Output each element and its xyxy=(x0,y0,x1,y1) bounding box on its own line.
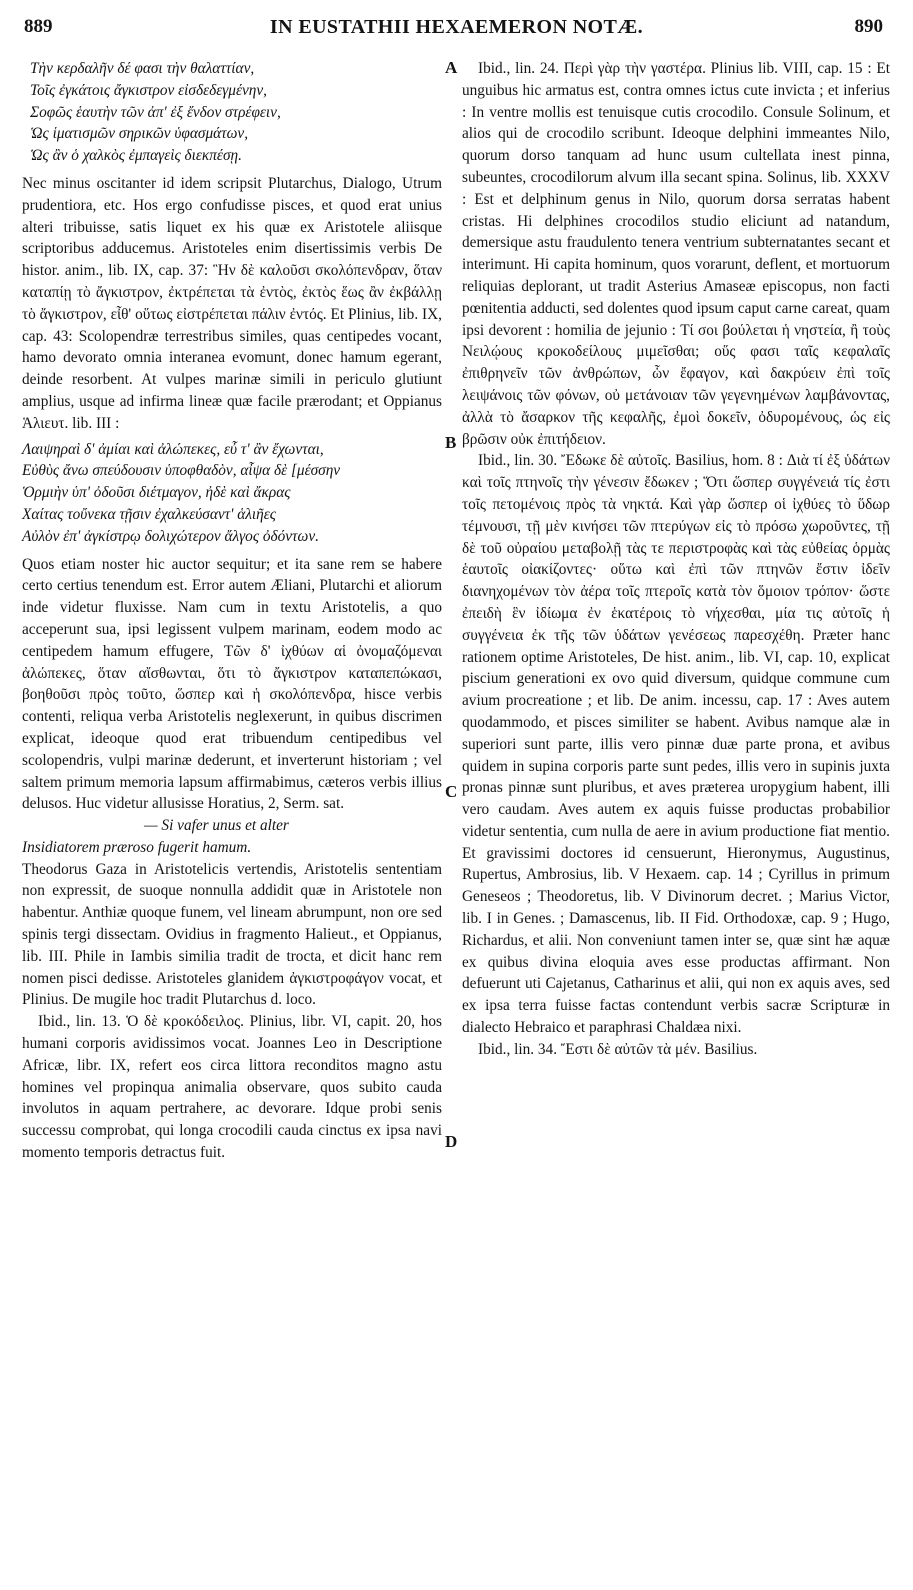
running-title: IN EUSTATHII HEXAEMERON NOTÆ. xyxy=(269,16,644,38)
verse-line: Τὴν κερδαλῆν δέ φασι τὴν θαλαττίαν, xyxy=(30,60,255,77)
horace-quote xyxy=(22,815,442,859)
verse-line: Αὐλὸν ἐπ' ἀγκίστρῳ δολιχώτερον ἄλγος ὀδόντων. xyxy=(22,527,319,545)
margin-letter-a: A xyxy=(445,58,458,77)
verse-line: Εὐθὺς ἄνω σπεύδουσιν ὑποφθαδὸν, αἶψα δὲ [μέσσην xyxy=(22,462,341,480)
quote-line: Insidiatorem præroso fugerit hamum. xyxy=(22,838,252,856)
greek-verse-2 xyxy=(22,439,442,548)
margin-letter-b: B xyxy=(445,433,457,452)
right-column xyxy=(462,58,890,1061)
verse-line: Χαίτας τοὔνεκα τῇσιν ἐχαλκεύσαντ' ἁλιῆες xyxy=(22,505,276,523)
verse-line: Ὁρμιὴν ὑπ' ὀδοῦσι διέτμαγον, ἠδὲ καὶ ἄκρας xyxy=(22,484,291,502)
page-header xyxy=(0,16,913,46)
paragraph: Theodorus Gaza in Aristotelicis vertendis, Aristotelis sententiam non expressit, de suoque nonnulla addidit quæ in Aristotele non habentur. Anthiæ quoque funem, vel lineam abrumpunt, non ore sed spinis tergi dissectam. Ovidius in fragmento Halieut., et Oppianus, lib. III. Phile in Iambis similia tradit de trocta, et dicit hanc rem nomen pisci dedisse. Aristoteles glanidem ἀγκιστροφάγον vocat, et Plinius. De mugile hoc tradit Plutarchus d. loco. xyxy=(22,860,442,1009)
paragraph: Ibid., lin. 24. Περὶ γὰρ τὴν γαστέρα. Plinius lib. VIII, cap. 15 : Et unguibus hic armatus est, contra omnes ictus cute invicta ; et inferius : In ventre mollis est tenuisque cutis crocodilo. Consule Solinum, et alios qui de crocodilo scribunt. Ideoque delphini immeantes Nilo, quorum dorso tanquam ad hunc usum cultellata inest pinna, subeuntes, crocodilorum alvum illa secant spina. Solinus, lib. XXXV : Est et delphinum genus in Nilo, quorum dorsa serratas habent cristas. Hi delphines crocodilos studio eliciunt ad natandum, demersique astu fraudulento tenera ventrium subternatantes secant et interimunt. Hi capita hominum, quos vorarunt, deflent, et mortuorum reliquias deplorant, ut tradit Asterius Amaseæ episcopus, non facti pœnitentia adducti, sed dolentes quod ipsum caput carne careat, quam ipsi devorent : homilia de jejunio : Τί σοι βούλεται ἡ νηστεία, ἢ τοὺς Νειλῴους κροκοδείλους μιμεῖσθαι; οὕς φασι ταῖς κεφαλαῖς ἐπιθρηνεῖν τῶν ἀνθρώπων, ὧν ἔφαγον, καὶ δακρύειν ἐπὶ τοῖς λειψάνοις τῶν φόνων, οὐ μετάνοιαν τῶν γεγενημένων λαμβάνοντας, ἀλλὰ τὸ ἄσαρκον τῆς κεφαλῆς, ἐμοὶ δοκεῖν, ὀδυρομένους, ὡς εἰς βρῶσιν οὐκ ἐπιτήδειον. xyxy=(462,60,890,448)
left-column xyxy=(22,58,442,1164)
verse-line: Λαιψηραὶ δ' ἀμίαι καὶ ἀλώπεκες, εὖ τ' ἂν ἔχωνται, xyxy=(22,440,324,458)
page-number-right: 890 xyxy=(854,16,883,37)
page-number-left: 889 xyxy=(24,16,53,37)
paragraph: Nec minus oscitanter id idem scripsit Plutarchus, Dialogo, Utrum prudentiora, etc. Hos ergo confudisse pisces, et quod erat unius alteri tribuisse, satis liquet ex his quæ ex Aristotele aliisque scriptoribus adducemus. Aristoteles enim disertissimis verbis De histor. anim., lib. IX, cap. 37: Ἣν δὲ καλοῦσι σκολόπενδραν, ὅταν καταπίῃ τὸ ἄγκιστρον, ἐκτρέπεται τὰ ἐντὸς, ἐκτὸς ἕως ἂν ἐκβάλλῃ τὸ ἄγκιστρον, εἶθ' οὕτως εἰστρέπεται πάλιν ἐντός. Et Plinius, lib. IX, cap. 43: Scolopendræ terrestribus similes, quas centipedes vocant, hamo devorato omnia interanea evomunt, donec hamum egerant, deinde resorbent. At vulpes marinæ simili in periculo glutiunt amplius, usque ad infirma lineæ quæ facile prærodant; et Oppianus Ἁλιευτ. lib. III : xyxy=(22,174,442,432)
margin-letter-c: C xyxy=(445,782,458,801)
paragraph: Quos etiam noster hic auctor sequitur; et ita sane rem se habere certo certius tenendum est. Error autem Æliani, Plutarchi et aliorum inde videtur fluxisse. Nam cum in textu Aristotelis, a quo acceperunt sua, ipsi legissent vulpem marinam, eodem modo ac centipedem hamum effugere, Τῶν δ' ἰχθύων αἱ ὀνομαζόμεναι ἀλώπεκες, ὅταν αἴσθωνται, ὅτι τὸ ἄγκιστρον καταπεπώκασι, βοηθοῦσι πρὸς τοῦτο, ὥσπερ καὶ ἡ σκολόπενδρα, hisce verbis contenti, reliqua verba Aristotelis neglexerunt, in quibus discrimen explicat, ideoque quod erat tribuendum centipedibus vel scolopendris, vulpi marinæ dederunt, et inverterunt historiam ; vel saltem primum memoria lapsum affirmabimus, cæteros verbis illius delusos. Huc videtur allusisse Horatius, 2, Serm. sat. xyxy=(22,555,442,813)
verse-line: Ὡς ἱματισμῶν σηρικῶν ὑφασμάτων, xyxy=(30,125,249,143)
paragraph: Ibid., lin. 13. Ὁ δὲ κροκόδειλος. Plinius, libr. VI, capit. 20, hos humani corporis avidissimos vocat. Joannes Leo in Descriptione Africæ, libr. IX, refert eos circa littora reconditos magno astu homines vel propinqua animalia observare, quos subito cauda involutos in aquam pertrahere, ac devorare. Idque probi senis successu comprobat, qui longa crocodili cauda cinctus ex ipsa navi momento temporis detractus fuit. xyxy=(22,1013,442,1162)
quote-line: — Si vafer unus et alter xyxy=(144,817,289,835)
verse-line: Ὡς ἂν ὁ χαλκὸς ἐμπαγεὶς διεκπέσῃ. xyxy=(30,147,242,165)
greek-verse-1 xyxy=(22,58,442,167)
verse-line: Σοφῶς ἑαυτὴν τῶν ἀπ' ἐξ ἔνδον στρέφειν, xyxy=(30,103,281,121)
verse-line: Τοῖς ἐγκάτοις ἄγκιστρον εἰσδεδεγμένην, xyxy=(30,81,267,99)
margin-letter-d: D xyxy=(445,1132,458,1151)
paragraph: Ibid., lin. 30. Ἔδωκε δὲ αὐτοῖς. Basilius, hom. 8 : Διὰ τί ἐξ ὑδάτων καὶ τοῖς πτηνοῖς τὴν γένεσιν ἔδωκεν ; Ὅτι ὥσπερ συγγένειά τίς ἐστι τοῖς πετομένοις πρὸς τὰ νηκτά. Καὶ γὰρ ὥσπερ οἱ ἰχθύες τὸ ὕδωρ τέμνουσι, τῇ μὲν κινήσει τῶν πτερύγων εἰς τὸ πρόσω χωροῦντες, τῇ δὲ τοῦ οὐραίου μεταβολῇ τὰς τε περιστροφὰς καὶ τὰς εὐθείας ὁρμὰς ἑαυτοῖς οἰακίζοντες· οὕτω καὶ ἐπὶ τῶν πτηνῶν ἔστιν ἰδεῖν διανηχομένων τὸν ἀέρα τοῖς πτεροῖς κατὰ τὸν ὅμοιον τρόπον· ὥστε ἐπειδὴ ἓν ἰδίωμα ἐν ἑκατέροις τὸ νήχεσθαι, μία τις αὐτοῖς ἡ συγγένεια ἐκ τῆς τῶν ὑδάτων γενέσεως παρεσχέθη. Præter hanc rationem optime Aristoteles, De hist. anim., lib. VI, cap. 10, explicat piscium generationi ex ovo quid diversum, quidque commune cum avium procreatione ; et lib. De anim. incessu, cap. 17 : Aves autem quodammodo, et pisces similiter se habent. Avibus namque alæ in superiori sunt parte, illis vero pinnæ duæ parte prona, et avibus quidem in supina corporis parte sunt pedes, illis vero in supinis juxta pronas pinnæ sunt pluribus, et aves præterea uropygium habent, illi vero caudam. Aves autem ex aquis fuisse productas probabilior videtur sententia, cum nulla de aere in avium productione fiat mentio. Et gravissimi doctores id censuerunt, Hieronymus, Augustinus, Rupertus, Ambrosius, lib. V Hexaem. cap. 14 ; Cyrillus in primum Geneseos ; Theodoretus, lib. V Divinorum decret. ; Marius Victor, lib. I in Genes. ; Damascenus, lib. II Fid. Orthodoxæ, cap. 9 ; Hugo, Richardus, et alii. Non conveniunt tamen inter se, quæ sint hæ aquæ ex quibus divina eloquia aves esse productas affirmant. Non defuerunt uti Cajetanus, Catharinus et alii, qui non ex aquis aves, sed ex ipsa terra fuisse factas contendunt verbis sacræ Scripturæ in dialecto Hebraico et paraphrasi Chaldæa nixi. xyxy=(462,452,890,1037)
paragraph: Ibid., lin. 34. Ἔστι δὲ αὐτῶν τὰ μέν. Basilius. xyxy=(478,1040,758,1058)
